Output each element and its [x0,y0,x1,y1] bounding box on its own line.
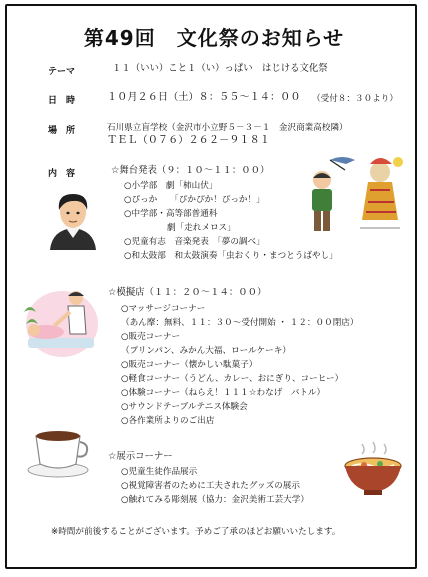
place-label: 場 所 [48,126,76,136]
shops-item: （あん摩：無料、１１：３０～受付開始 ・ １２：００閉店） [121,318,359,328]
place-tel: ＴＥＬ（０７６）２６２－９１８１ [107,135,270,146]
shops-item: ○マッサージコーナー [121,304,206,314]
stage-header: ☆舞台発表（９：１０～１１：００） [111,165,270,176]
udon-bowl-illustration [342,440,404,498]
shops-item: ○販売コーナー [121,332,181,342]
shops-item: ○軽食コーナー（うどん、カレー、おにぎり、コーヒー） [121,374,344,384]
coffee-cup-illustration [26,420,92,480]
stage-item: ○和太鼓部 和太鼓演奏「虫おくり・まつとうばやし」 [124,251,338,261]
stage-item: ○ぴっか 「ぴかぴか！ぴっか！」 [124,195,265,205]
datetime-value: １０月２６日（土）８：５５～１４：００ [107,92,301,103]
portrait-illustration [42,188,104,250]
stage-item: 劇「走れメロス」 [124,223,236,233]
place-address: 石川県立盲学校（金沢市小立野５－３－１ 金沢商業高校隣） [107,123,348,133]
shops-item: （プリンパン、みかん大福、ロールケーキ） [121,346,291,356]
shops-item: ○サウンドテーブルテニス体験会 [121,402,248,412]
stage-item: ○児童有志 音楽発表 「夢の調べ」 [124,237,265,247]
exhibit-item: ○児童生徒作品展示 [121,467,198,477]
datetime-note: （受付８：３０より） [312,94,398,104]
shops-item: ○各作業所よりのご出店 [121,416,215,426]
page-title: 第49回 文化祭のお知らせ [83,26,345,50]
footnote: ※時間が前後することがございます。予めご了承のほどお願いいたします。 [51,527,341,537]
stage-item: ○中学部・高等部普通科 [124,209,218,219]
datetime-label: 日 時 [48,96,76,106]
shops-item: ○販売コーナー（懐かしい駄菓子） [121,360,258,370]
shops-item: ○体験コーナー（ねらえ！１１１☆わなげ バトル） [121,388,326,398]
content-label: 内 容 [48,169,76,179]
shops-header: ☆模擬店（１１：２０～１４：００） [108,287,267,298]
massage-illustration [20,282,102,362]
theme-label: テーマ [48,67,76,77]
exhibit-header: ☆展示コーナー [108,451,173,462]
theme-value: １１（いい）こと１（い）っぱい はじける文化祭 [112,63,328,74]
exhibit-item: ○触れてみる彫刻展（協力：金沢美術工芸大学） [121,495,309,505]
stage-item: ○小学部 劇「柿山伏」 [124,181,218,191]
festival-figures-illustration [300,150,405,240]
exhibit-item: ○視覚障害者のために工夫されたグッズの展示 [121,481,300,491]
